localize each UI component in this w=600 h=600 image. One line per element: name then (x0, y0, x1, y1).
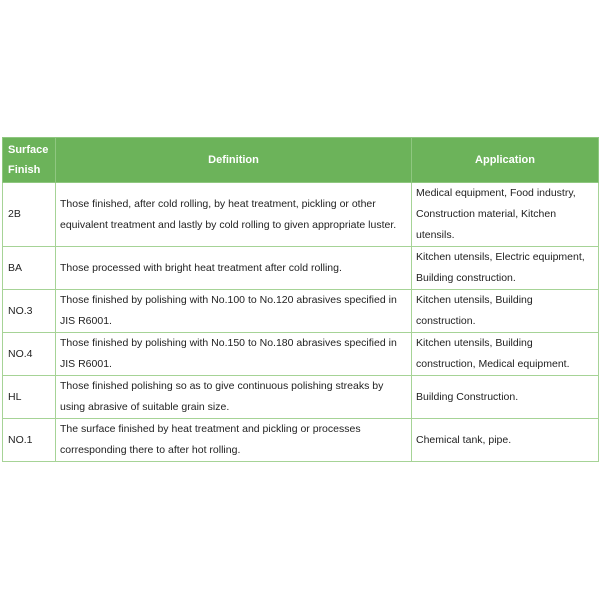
header-row (3, 138, 599, 183)
definition-cell: Those processed with bright heat treatment after cold rolling. (56, 247, 412, 290)
table-row (3, 290, 599, 333)
definition-cell: The surface finished by heat treatment and pickling or processes corresponding there to after hot rolling. (56, 419, 412, 462)
finish-cell: NO.3 (3, 290, 56, 333)
table-row (3, 183, 599, 247)
finish-cell: HL (3, 376, 56, 419)
application-cell: Kitchen utensils, Electric equipment, Building construction. (412, 247, 599, 290)
definition-cell: Those finished by polishing with No.100 to No.120 abrasives specified in JIS R6001. (56, 290, 412, 333)
definition-cell: Those finished polishing so as to give continuous polishing streaks by using abrasive of suitable grain size. (56, 376, 412, 419)
finish-cell: NO.4 (3, 333, 56, 376)
table-row (3, 333, 599, 376)
finish-cell: NO.1 (3, 419, 56, 462)
application-cell: Building Construction. (412, 376, 599, 419)
application-cell: Kitchen utensils, Building construction, Medical equipment. (412, 333, 599, 376)
finish-cell: 2B (3, 183, 56, 247)
finish-cell: BA (3, 247, 56, 290)
header-definition: Definition (56, 138, 412, 183)
surface-finish-table (2, 137, 599, 462)
table-row (3, 419, 599, 462)
table-row (3, 376, 599, 419)
application-cell: Kitchen utensils, Building construction. (412, 290, 599, 333)
definition-cell: Those finished, after cold rolling, by heat treatment, pickling or other equivalent treatment and lastly by cold rolling to given appropriate luster. (56, 183, 412, 247)
table-row (3, 247, 599, 290)
surface-finish-table-container (2, 137, 598, 462)
header-surface-finish: Surface Finish (3, 138, 56, 183)
application-cell: Medical equipment, Food industry, Construction material, Kitchen utensils. (412, 183, 599, 247)
header-application: Application (412, 138, 599, 183)
definition-cell: Those finished by polishing with No.150 to No.180 abrasives specified in JIS R6001. (56, 333, 412, 376)
application-cell: Chemical tank, pipe. (412, 419, 599, 462)
